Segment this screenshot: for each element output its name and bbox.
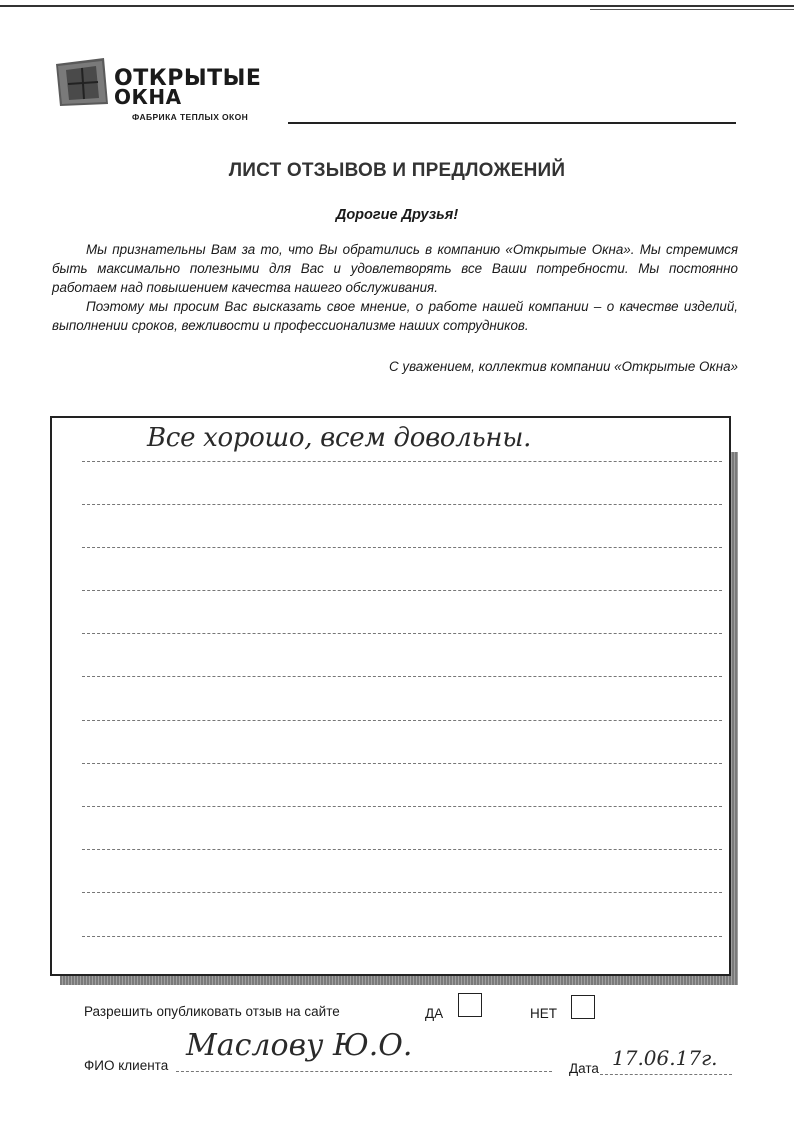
date-label: Дата: [569, 1061, 599, 1076]
feedback-line: [82, 892, 722, 893]
date-field[interactable]: [600, 1074, 732, 1075]
no-label: НЕТ: [530, 1006, 557, 1021]
feedback-line: [82, 849, 722, 850]
intro-paragraph-1: Мы признательны Вам за то, что Вы обратились в компанию «Открытые Окна». Мы стремимся быть максимально полезными для Вас и удовлетворять все Ваши потребности. Мы постоянно работаем над повышением качества нашего обслуживания.: [52, 242, 738, 295]
scan-edge-line: [590, 9, 794, 10]
greeting: Дорогие Друзья!: [335, 207, 459, 223]
intro-paragraph-2: Поэтому мы просим Вас высказать свое мнение, о работе нашей компании – о качестве изделий, выполнении сроков, вежливости и профессионализме наших сотрудников.: [52, 299, 738, 333]
feedback-line: [82, 720, 722, 721]
logo-text-line1: ОТКРЫТЫЕ: [114, 66, 262, 91]
no-checkbox[interactable]: [571, 995, 595, 1019]
signoff: С уважением, коллектив компании «Открытые Окна»: [389, 359, 738, 374]
client-name-label: ФИО клиента: [84, 1058, 169, 1073]
feedback-line: [82, 763, 722, 764]
intro-text: [52, 240, 738, 335]
scan-edge-line: [0, 5, 794, 7]
feedback-line: [82, 806, 722, 807]
publish-permission-label: Разрешить опубликовать отзыв на сайте: [84, 1004, 340, 1019]
client-name-field[interactable]: [176, 1071, 552, 1072]
feedback-line: [82, 590, 722, 591]
page-title: ЛИСТ ОТЗЫВОВ И ПРЕДЛОЖЕНИЙ: [228, 160, 566, 181]
yes-label: ДА: [425, 1006, 444, 1021]
feedback-line: [82, 547, 722, 548]
yes-checkbox[interactable]: [458, 993, 482, 1017]
logo-text-line2: ОКНА: [114, 85, 182, 109]
client-name-handwritten: Маслову Ю.О.: [186, 1028, 413, 1063]
feedback-line: [82, 461, 722, 462]
handwritten-feedback: Все хорошо, всем довольны.: [147, 423, 532, 453]
logo-subtitle: ФАБРИКА ТЕПЛЫХ ОКОН: [132, 112, 249, 122]
feedback-box[interactable]: [50, 416, 731, 976]
date-handwritten: 17.06.17г.: [612, 1046, 718, 1070]
feedback-line: [82, 936, 722, 937]
window-logo-icon: [52, 56, 114, 108]
feedback-line: [82, 633, 722, 634]
company-logo: [52, 54, 292, 124]
header-divider: [288, 122, 736, 124]
feedback-line: [82, 504, 722, 505]
feedback-line: [82, 676, 722, 677]
